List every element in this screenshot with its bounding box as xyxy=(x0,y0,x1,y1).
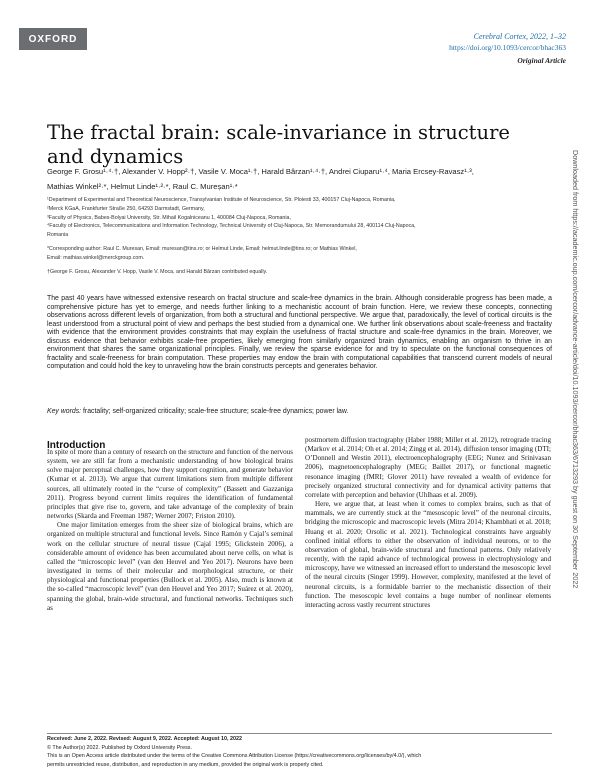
article-type: Original Article xyxy=(517,56,566,65)
authors-line: Mathias Winkel²·*, Helmut Linde¹·²·*, Raul C. Mureșan¹·* xyxy=(47,182,238,191)
equal-contribution-note: †George F. Grosu, Alexander V. Hopp, Vasile V. Moca, and Harald Bârzan contributed equally. xyxy=(47,268,268,275)
corresponding-author: *Corresponding author: Raul C. Muresan, Email: muresan@tins.ro; or Helmut Linde, Email: helmut.linde@tins.ro; or Mathias Winkel, xyxy=(47,245,357,252)
affiliation-line: ⁴Faculty of Electronics, Telecommunications and Information Technology, Technical University of Cluj-Napoca, Str. Memorandumului 28, 400114 Cluj-Napoca, xyxy=(47,223,416,230)
affiliation-line: ²Merck KGaA, Frankfurter Straße 250, 64293 Darmstadt, Germany, xyxy=(47,205,205,212)
author-list xyxy=(47,164,552,194)
affiliation-line: ³Faculty of Physics, Babes-Bolyai University, Str. Mihail Kogalniceanu 1, 400084 Cluj-Napoca, Romania, xyxy=(47,214,291,221)
affiliation-line: Romania xyxy=(47,232,69,239)
abstract: The past 40 years have witnessed extensive research on fractal structure and scale-free dynamics in the brain. Although considerable progress has been made, a comprehensive picture has yet to emerge, and needs further linking to a mechanistic account of brain function. Here, we review these concepts, connecting observations across different levels of organization, from both a structural and functional perspective. We argue that, paradoxically, the level of cortical circuits is the least understood from a structural point of view and perhaps the best studied from a dynamical one. We further link observations about scale-freeness and fractality with evidence that the environment provides constraints that may explain the usefulness of fractal structure and scale-free dynamics in the brain. Moreover, we discuss evidence that behavior exhibits scale-free properties, likely emerging from similarly organized brain dynamics, enabling an organism to thrive in an environment that shares the same organizational principles. Finally, we review the sparse evidence for and try to speculate on the functional consequences of fractality and scale-freeness for brain computation. These properties may endow the brain with computational capabilities that transcend current models of neural computation and could hold the key to unraveling how the brain constructs percepts and generates behavior. xyxy=(47,295,552,370)
doi-link[interactable]: https://doi.org/10.1093/cercor/bhac363 xyxy=(449,43,566,52)
paragraph: One major limitation emerges from the sheer size of biological brains, which are organized on multiple structural and functional levels. Since Ramón y Cajal’s seminal work on the cellular structure of neural tissue (Cajal 1995; Glickstein 2006), a considerable amount of evidence has been accumulated about nerve cells, on what is called the “microscopic level” (van den Heuvel and Yeo 2017). Neurons have been investigated in terms of their molecular and morphological structure, or their physiological and functional properties (Bullock et al. 2005). Also, much is known at the so-called “macroscopic level” (van den Heuvel and Yeo 2017; Suárez et al. 2020), spanning the global, brain-wide structural, and functional networks. Techniques such as xyxy=(47,521,293,612)
download-watermark xyxy=(568,150,582,750)
paragraph: postmortem diffusion tractography (Haber 1988; Miller et al. 2012), retrograde tracing (Markov et al. 2014; Oh et al. 2014; Zingg et al. 2014), diffusion tensor imaging (DTI; O’Donnell and Westin 2011), electroencephalography (EEG; Nunez and Srinivasan 2006), magnetoencephalography (MEG; Baillet 2017), or functional magnetic resonance imaging (fMRI; Glover 2011) have revealed a wealth of evidence for precisely organized structural connectivity and for dynamical activity patterns that correlate with perception and behavior (Uhlhaas et al. 2009). xyxy=(305,436,551,499)
oxford-logo: OXFORD xyxy=(19,28,87,50)
watermark-text: Downloaded from https://academic.oup.com/cercor/advance-article/doi/10.1093/cercor/bhac363/6713293 by guest on 30 September 2022 xyxy=(571,150,580,589)
section-heading-introduction: Introduction xyxy=(47,440,106,452)
footer-divider xyxy=(47,733,552,734)
received-dates: Received: June 2, 2022. Revised: August 9, 2022. Accepted: August 10, 2022 xyxy=(47,736,243,742)
paragraph: In spite of more than a century of research on the structure and function of the nervous system, we are still far from a mechanistic understanding of how biological brains solve major perceptual challenges, how they support cognition, and generate behavior (Kumar et al. 2013). We argue that current limitations stem from multiple different sources, all ultimately rooted in the “curse of complexity” (Bassett and Gazzaniga 2011). Progress beyond current limits requires the identification of fundamental principles that give rise to, govern, and take advantage of the complexity of brain networks (Skarda and Freeman 1987; Werner 2007; Friston 2010). xyxy=(47,448,293,521)
keywords-label: Key words: xyxy=(47,408,82,415)
corresponding-author: Email: mathias.winkel@merckgroup.com. xyxy=(47,254,145,261)
copyright: © The Author(s) 2022. Published by Oxford University Press. xyxy=(47,744,192,751)
article-title: The fractal brain: scale-invariance in structure and dynamics xyxy=(47,121,510,169)
license-text: permits unrestricted reuse, distribution, and reproduction in any medium, provided the original work is properly cited. xyxy=(47,761,324,768)
paragraph: Here, we argue that, at least when it comes to complex brains, such as that of mammals, we are currently stuck at the “mesoscopic level” of the neuronal circuits, bridging the microscopic and macroscopic levels (Mitra 2014; Khambhati et al. 2018; Huang et al. 2020; Orsolic et al. 2021). Technological constraints have arguably confined initial efforts to either the observation of individual neurons, or to the observation of global, brain-wide structural and functional patterns. Only relatively recently, with the rapid advance of technological prowess in electrophysiology and microscopy, have we witnessed an increased effort to understand the mesoscopic level of the neural circuits (Singer 1999). However, complexity, manifested at the level of neuronal circuits, is a formidable barrier to the mechanistic dissection of their function. The mesoscopic level contains a huge number of nonlinear elements interacting across vastly recurrent structures xyxy=(305,500,551,609)
journal-citation[interactable]: Cerebral Cortex, 2022, 1–32 xyxy=(473,32,566,41)
keywords-text: fractality; self-organized criticality; scale-free structure; scale-free dynamics; power law. xyxy=(83,408,349,415)
affiliations xyxy=(47,196,552,276)
affiliation-line: ¹Department of Experimental and Theoretical Neuroscience, Transylvanian Institute of Neuroscience, Str. Ploiesti 33, 400157 Cluj-Napoca, Romania, xyxy=(47,197,396,203)
keywords xyxy=(47,408,552,415)
footer xyxy=(47,735,552,769)
left-column xyxy=(47,448,293,613)
authors-line: George F. Grosu¹·⁴·†, Alexander V. Hopp²·†, Vasile V. Moca¹·†, Harald Bârzan¹·⁴·†, Andrei Ciuparu¹·⁴, Maria Ercsey-Ravasz¹·³, xyxy=(47,167,474,176)
journal-header xyxy=(449,31,566,66)
license-text: This is an Open Access article distributed under the terms of the Creative Commons Attribution License (https://creativecommons.org/licenses/by/4.0/), which xyxy=(47,753,422,759)
right-column xyxy=(305,436,551,610)
